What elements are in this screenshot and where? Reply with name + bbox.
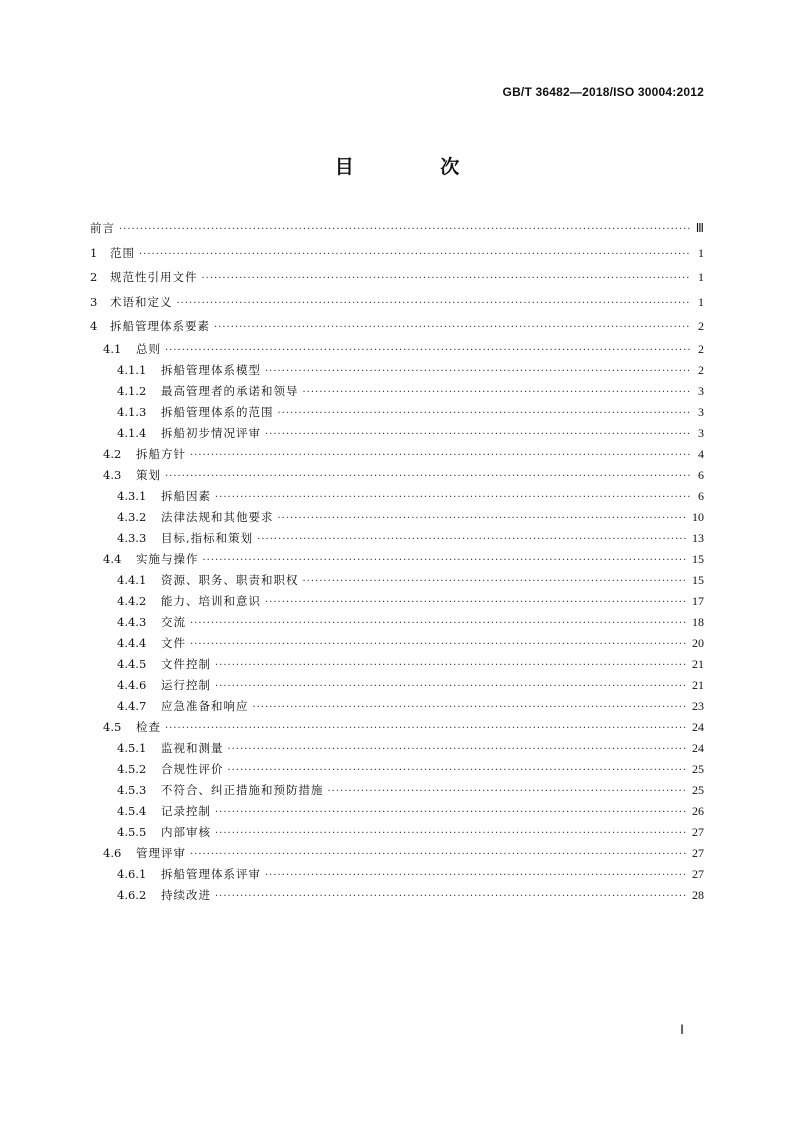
toc-entry-title: 持续改进 (161, 887, 211, 902)
toc-entry-page: 2 (698, 319, 704, 333)
toc-entry[interactable] (90, 423, 704, 444)
toc-leader-dots (165, 340, 690, 361)
toc-entry[interactable] (90, 822, 704, 843)
toc-leader-dots (215, 802, 688, 823)
toc-entry-page: 21 (692, 677, 704, 692)
toc-entry-title: 监视和测量 (161, 740, 224, 755)
toc-entry[interactable] (90, 612, 704, 633)
toc-entry[interactable] (90, 654, 704, 675)
toc-entry-number: 4.4.1 (117, 572, 147, 587)
toc-entry[interactable] (90, 591, 704, 612)
toc-entry-number: 4.1.1 (117, 362, 147, 377)
toc-entry-title: 规范性引用文件 (110, 270, 198, 284)
toc-entry-number: 3 (90, 294, 98, 309)
toc-leader-dots (215, 655, 688, 676)
toc-entry-number: 4.5.3 (117, 782, 147, 797)
toc-entry-page: 6 (698, 488, 704, 503)
toc-entry[interactable] (90, 675, 704, 696)
toc-entry-page: 10 (692, 509, 704, 524)
toc-leader-dots (139, 243, 690, 268)
toc-entry-title: 前言 (90, 221, 115, 235)
toc-leader-dots (190, 445, 690, 466)
toc-leader-dots (215, 886, 688, 907)
toc-entry-number: 4.6.2 (117, 887, 147, 902)
toc-entry-title: 文件 (161, 635, 186, 650)
toc-leader-dots (265, 424, 690, 445)
toc-entry-title: 记录控制 (161, 803, 211, 818)
toc-leader-dots (177, 292, 691, 317)
toc-entry-title: 拆船初步情况评审 (161, 425, 261, 440)
standard-code: GB/T 36482—2018/ISO 30004:2012 (502, 85, 704, 99)
toc-entry[interactable] (90, 843, 704, 864)
toc-entry-number: 4.1.4 (117, 425, 147, 440)
toc-entry-page: 15 (692, 572, 704, 587)
toc-entry[interactable] (90, 696, 704, 717)
toc-entry-title: 拆船管理体系要素 (110, 319, 210, 333)
toc-leader-dots (215, 676, 688, 697)
toc-entry[interactable] (90, 265, 704, 290)
toc-entry-page: 2 (698, 341, 704, 356)
toc-leader-dots (265, 592, 688, 613)
toc-leader-dots (165, 466, 690, 487)
toc-entry-page: 25 (692, 782, 704, 797)
toc-entry[interactable] (90, 633, 704, 654)
toc-entry[interactable] (90, 780, 704, 801)
toc-entry-number: 4.4.7 (117, 698, 147, 713)
toc-entry-number: 4 (90, 319, 98, 333)
toc-entry-number: 4.4.2 (117, 593, 147, 608)
toc-entry[interactable] (90, 570, 704, 591)
toc-entry[interactable] (90, 528, 704, 549)
toc-entry-number: 4.5.1 (117, 740, 147, 755)
toc-entry-number: 4.5.5 (117, 824, 147, 839)
toc-entry[interactable] (90, 465, 704, 486)
toc-entry-title: 应急准备和响应 (161, 698, 249, 713)
toc-entry-page: 24 (692, 740, 704, 755)
toc-entry[interactable] (90, 885, 704, 906)
toc-leader-dots (228, 760, 689, 781)
toc-entry-page: 28 (692, 887, 704, 902)
toc-entry-page: 18 (692, 614, 704, 629)
toc-entry-page: 23 (692, 698, 704, 713)
toc-leader-dots (165, 718, 688, 739)
toc-entry-page: 1 (698, 270, 704, 284)
toc-entry[interactable] (90, 402, 704, 423)
toc-entry-number: 1 (90, 245, 98, 260)
toc-entry-title: 总则 (136, 341, 161, 356)
toc-entry-number: 4.5.4 (117, 803, 147, 818)
toc-entry-page: 3 (698, 383, 704, 398)
toc-entry-title: 目标,指标和策划 (161, 530, 254, 545)
toc-leader-dots (214, 316, 690, 341)
toc-entry[interactable] (90, 360, 704, 381)
toc-entry-page: 3 (698, 404, 704, 419)
toc-leader-dots (303, 571, 689, 592)
toc-entry-page: 21 (692, 656, 704, 671)
toc-entry-title: 拆船管理体系模型 (161, 362, 261, 377)
toc-entry-number: 4.4.6 (117, 677, 147, 692)
toc-entry[interactable] (90, 444, 704, 465)
toc-entry-page: 17 (692, 593, 704, 608)
toc-entry-number: 4.3 (103, 467, 122, 482)
toc-leader-dots (265, 865, 688, 886)
toc-entry-title: 策划 (136, 467, 161, 482)
toc-entry-page: Ⅲ (695, 221, 704, 235)
toc-entry-title: 拆船管理体系的范围 (161, 404, 274, 419)
toc-entry-page: 24 (692, 719, 704, 734)
toc-entry-title: 实施与操作 (136, 551, 199, 566)
toc-entry-page: 15 (692, 551, 704, 566)
toc-entry-title: 内部审核 (161, 824, 211, 839)
toc-entry-title: 管理评审 (136, 845, 186, 860)
toc-entry[interactable] (90, 759, 704, 780)
toc-entry-page: 27 (692, 824, 704, 839)
toc-leader-dots (190, 634, 688, 655)
toc-entry-title: 法律法规和其他要求 (161, 509, 274, 524)
toc-entry-title: 资源、职务、职责和职权 (161, 572, 299, 587)
toc-leader-dots (119, 218, 690, 243)
toc-entry-number: 4.3.2 (117, 509, 147, 524)
toc-entry[interactable] (90, 717, 704, 738)
toc-leader-dots (190, 844, 688, 865)
toc-entry[interactable] (90, 216, 704, 241)
toc-entry-page: 1 (698, 245, 704, 260)
page-title: 目 次 (334, 156, 500, 178)
table-of-contents (90, 216, 704, 906)
toc-entry-number: 4.1 (103, 341, 122, 356)
toc-entry[interactable] (90, 381, 704, 402)
toc-entry-number: 4.1.2 (117, 383, 147, 398)
toc-entry-title: 范围 (110, 245, 135, 260)
toc-leader-dots (203, 550, 689, 571)
toc-entry-number: 4.4.3 (117, 614, 147, 629)
toc-entry[interactable] (90, 339, 704, 360)
toc-entry-page: 6 (698, 467, 704, 482)
toc-entry-page: 13 (692, 530, 704, 545)
toc-entry-title: 不符合、纠正措施和预防措施 (161, 782, 324, 797)
toc-entry[interactable] (90, 507, 704, 528)
toc-entry-number: 4.5 (103, 719, 122, 734)
toc-leader-dots (265, 361, 690, 382)
toc-entry-page: 4 (698, 446, 704, 461)
toc-entry-page: 2 (698, 362, 704, 377)
toc-leader-dots (278, 508, 689, 529)
toc-leader-dots (215, 823, 688, 844)
toc-entry-page: 3 (698, 425, 704, 440)
page-number: Ⅰ (680, 1022, 684, 1037)
toc-entry-number: 4.1.3 (117, 404, 147, 419)
toc-leader-dots (202, 267, 691, 292)
toc-entry-title: 检查 (136, 719, 161, 734)
toc-leader-dots (215, 487, 690, 508)
toc-entry-number: 2 (90, 270, 98, 284)
toc-entry[interactable] (90, 549, 704, 570)
toc-entry-page: 26 (692, 803, 704, 818)
toc-entry-title: 拆船方针 (136, 446, 186, 461)
toc-leader-dots (278, 403, 691, 424)
toc-entry-title: 文件控制 (161, 656, 211, 671)
toc-entry-title: 运行控制 (161, 677, 211, 692)
toc-entry-number: 4.6.1 (117, 866, 147, 881)
toc-entry-title: 合规性评价 (161, 761, 224, 776)
toc-entry[interactable] (90, 241, 704, 266)
toc-leader-dots (228, 739, 689, 760)
toc-leader-dots (328, 781, 689, 802)
toc-entry-page: 20 (692, 635, 704, 650)
toc-entry[interactable] (90, 290, 704, 315)
toc-entry-number: 4.5.2 (117, 761, 147, 776)
toc-entry-number: 4.4.5 (117, 656, 147, 671)
toc-leader-dots (303, 382, 691, 403)
toc-entry-number: 4.4.4 (117, 635, 147, 650)
toc-entry-number: 4.4 (103, 551, 122, 566)
toc-entry-title: 最高管理者的承诺和领导 (161, 383, 299, 398)
toc-entry-title: 交流 (161, 614, 186, 629)
toc-entry-number: 4.3.1 (117, 488, 147, 503)
toc-entry-page: 27 (692, 866, 704, 881)
toc-entry-number: 4.6 (103, 845, 122, 860)
toc-leader-dots (253, 697, 689, 718)
toc-leader-dots (190, 613, 688, 634)
toc-entry[interactable] (90, 738, 704, 759)
toc-entry-page: 25 (692, 761, 704, 776)
toc-leader-dots (257, 529, 688, 550)
toc-entry-number: 4.3.3 (117, 530, 147, 545)
toc-entry[interactable] (90, 486, 704, 507)
toc-entry-page: 27 (692, 845, 704, 860)
toc-entry[interactable] (90, 801, 704, 822)
toc-entry-title: 拆船管理体系评审 (161, 866, 261, 881)
toc-entry-title: 拆船因素 (161, 488, 211, 503)
toc-entry-title: 能力、培训和意识 (161, 593, 261, 608)
toc-entry[interactable] (90, 864, 704, 885)
toc-entry-number: 4.2 (103, 446, 122, 461)
toc-entry-title: 术语和定义 (110, 294, 173, 309)
toc-entry-page: 1 (698, 294, 704, 309)
toc-entry[interactable] (90, 314, 704, 339)
